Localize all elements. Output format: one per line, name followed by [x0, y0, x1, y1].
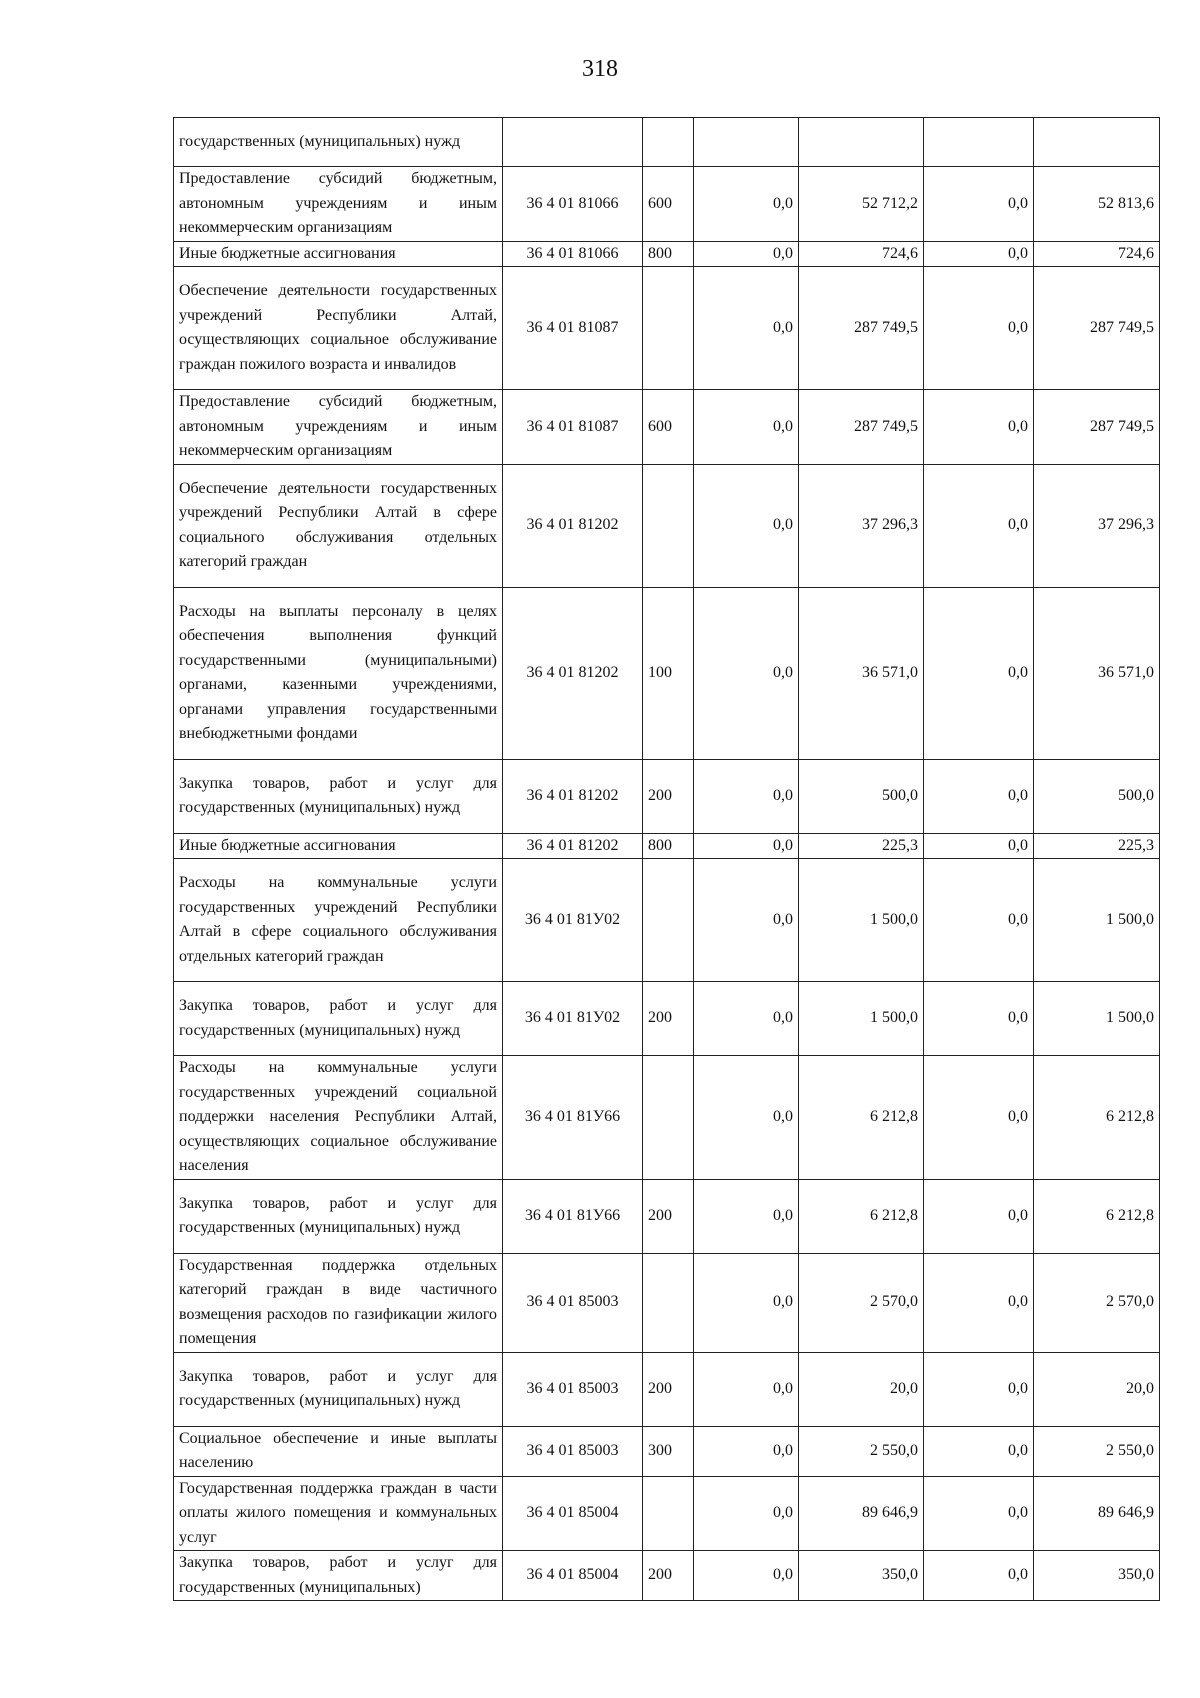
expense-type-cell: 600	[643, 167, 694, 242]
expense-type-cell	[643, 464, 694, 587]
classification-code-cell: 36 4 01 81У02	[503, 859, 643, 982]
amount-cell-4: 1 500,0	[1034, 982, 1160, 1056]
expense-type-cell: 800	[643, 241, 694, 267]
amount-cell-2: 6 212,8	[799, 1179, 924, 1253]
table-row	[174, 241, 1160, 267]
amount-cell-4: 52 813,6	[1034, 167, 1160, 242]
amount-cell-1: 0,0	[694, 1551, 799, 1601]
amount-cell-4: 6 212,8	[1034, 1179, 1160, 1253]
amount-cell-2: 1 500,0	[799, 982, 924, 1056]
amount-cell-4: 350,0	[1034, 1551, 1160, 1601]
amount-cell-1: 0,0	[694, 833, 799, 859]
expense-type-cell	[643, 859, 694, 982]
amount-cell-3: 0,0	[924, 1179, 1034, 1253]
amount-cell-4: 287 749,5	[1034, 267, 1160, 390]
amount-cell-3: 0,0	[924, 1551, 1034, 1601]
expense-type-cell: 200	[643, 982, 694, 1056]
amount-cell-2: 2 550,0	[799, 1426, 924, 1476]
amount-cell-1: 0,0	[694, 167, 799, 242]
table-row	[174, 1253, 1160, 1352]
item-name-cell: Закупка товаров, работ и услуг для государственных (муниципальных) нужд	[174, 982, 503, 1056]
amount-cell-3: 0,0	[924, 241, 1034, 267]
expense-type-cell	[643, 267, 694, 390]
item-name-cell: Обеспечение деятельности государственных учреждений Республики Алтай, осуществляющих социальное обслуживание граждан пожилого возраста и инвалидов	[174, 267, 503, 390]
budget-table-body	[174, 118, 1160, 1601]
amount-cell-1: 0,0	[694, 759, 799, 833]
item-name-cell: Расходы на выплаты персоналу в целях обеспечения выполнения функций государственными (муниципальными) органами, казенными учреждениями, органами управления государственными внебюджетными фондами	[174, 587, 503, 759]
amount-cell-4: 36 571,0	[1034, 587, 1160, 759]
amount-cell-2: 225,3	[799, 833, 924, 859]
amount-cell-1: 0,0	[694, 859, 799, 982]
amount-cell-3: 0,0	[924, 464, 1034, 587]
classification-code-cell: 36 4 01 81У66	[503, 1179, 643, 1253]
expense-type-cell: 200	[643, 1352, 694, 1426]
item-name-cell: Предоставление субсидий бюджетным, автономным учреждениям и иным некоммерческим организациям	[174, 390, 503, 465]
amount-cell-4: 89 646,9	[1034, 1476, 1160, 1551]
amount-cell-3: 0,0	[924, 1352, 1034, 1426]
table-row	[174, 1179, 1160, 1253]
amount-cell-3: 0,0	[924, 390, 1034, 465]
amount-cell-2: 37 296,3	[799, 464, 924, 587]
page-number: 318	[582, 56, 618, 82]
amount-cell-1: 0,0	[694, 1179, 799, 1253]
amount-cell-1: 0,0	[694, 464, 799, 587]
expense-type-cell: 600	[643, 390, 694, 465]
classification-code-cell: 36 4 01 85003	[503, 1426, 643, 1476]
expense-type-cell: 800	[643, 833, 694, 859]
item-name-cell: Предоставление субсидий бюджетным, автономным учреждениям и иным некоммерческим организациям	[174, 167, 503, 242]
item-name-cell: Иные бюджетные ассигнования	[174, 833, 503, 859]
item-name-cell: Закупка товаров, работ и услуг для государственных (муниципальных) нужд	[174, 1179, 503, 1253]
amount-cell-3: 0,0	[924, 1253, 1034, 1352]
amount-cell-3: 0,0	[924, 167, 1034, 242]
classification-code-cell: 36 4 01 81087	[503, 390, 643, 465]
amount-cell-2: 350,0	[799, 1551, 924, 1601]
table-row	[174, 267, 1160, 390]
amount-cell-1: 0,0	[694, 241, 799, 267]
amount-cell-2: 20,0	[799, 1352, 924, 1426]
amount-cell-1: 0,0	[694, 1476, 799, 1551]
amount-cell-1: 0,0	[694, 390, 799, 465]
classification-code-cell: 36 4 01 81202	[503, 587, 643, 759]
classification-code-cell: 36 4 01 81066	[503, 167, 643, 242]
amount-cell-4: 225,3	[1034, 833, 1160, 859]
amount-cell-4: 500,0	[1034, 759, 1160, 833]
classification-code-cell: 36 4 01 85004	[503, 1551, 643, 1601]
classification-code-cell: 36 4 01 81087	[503, 267, 643, 390]
amount-cell-4: 6 212,8	[1034, 1056, 1160, 1180]
item-name-cell: государственных (муниципальных) нужд	[174, 118, 503, 167]
item-name-cell: Государственная поддержка отдельных категорий граждан в виде частичного возмещения расходов по газификации жилого помещения	[174, 1253, 503, 1352]
amount-cell-4	[1034, 118, 1160, 167]
amount-cell-2: 36 571,0	[799, 587, 924, 759]
amount-cell-3	[924, 118, 1034, 167]
classification-code-cell: 36 4 01 81У02	[503, 982, 643, 1056]
table-row	[174, 833, 1160, 859]
table-row	[174, 1056, 1160, 1180]
table-row	[174, 982, 1160, 1056]
amount-cell-3: 0,0	[924, 759, 1034, 833]
amount-cell-3: 0,0	[924, 982, 1034, 1056]
amount-cell-2	[799, 118, 924, 167]
item-name-cell: Закупка товаров, работ и услуг для государственных (муниципальных)	[174, 1551, 503, 1601]
table-row	[174, 167, 1160, 242]
expense-type-cell: 200	[643, 1179, 694, 1253]
amount-cell-2: 724,6	[799, 241, 924, 267]
amount-cell-2: 287 749,5	[799, 390, 924, 465]
item-name-cell: Иные бюджетные ассигнования	[174, 241, 503, 267]
amount-cell-1	[694, 118, 799, 167]
amount-cell-3: 0,0	[924, 1056, 1034, 1180]
expense-type-cell	[643, 1253, 694, 1352]
classification-code-cell: 36 4 01 81202	[503, 759, 643, 833]
table-row	[174, 587, 1160, 759]
classification-code-cell: 36 4 01 85004	[503, 1476, 643, 1551]
table-row	[174, 118, 1160, 167]
expense-type-cell	[643, 118, 694, 167]
item-name-cell: Расходы на коммунальные услуги государственных учреждений социальной поддержки населения Республики Алтай, осуществляющих социальное обслуживание населения	[174, 1056, 503, 1180]
amount-cell-3: 0,0	[924, 833, 1034, 859]
expense-type-cell: 300	[643, 1426, 694, 1476]
item-name-cell: Государственная поддержка граждан в части оплаты жилого помещения и коммунальных услуг	[174, 1476, 503, 1551]
amount-cell-4: 1 500,0	[1034, 859, 1160, 982]
amount-cell-4: 37 296,3	[1034, 464, 1160, 587]
classification-code-cell	[503, 118, 643, 167]
item-name-cell: Закупка товаров, работ и услуг для государственных (муниципальных) нужд	[174, 759, 503, 833]
expense-type-cell	[643, 1056, 694, 1180]
table-row	[174, 464, 1160, 587]
amount-cell-3: 0,0	[924, 587, 1034, 759]
amount-cell-3: 0,0	[924, 1476, 1034, 1551]
amount-cell-2: 52 712,2	[799, 167, 924, 242]
amount-cell-1: 0,0	[694, 1352, 799, 1426]
amount-cell-4: 2 550,0	[1034, 1426, 1160, 1476]
amount-cell-1: 0,0	[694, 1253, 799, 1352]
amount-cell-4: 20,0	[1034, 1352, 1160, 1426]
item-name-cell: Социальное обеспечение и иные выплаты населению	[174, 1426, 503, 1476]
amount-cell-3: 0,0	[924, 1426, 1034, 1476]
amount-cell-2: 6 212,8	[799, 1056, 924, 1180]
amount-cell-2: 287 749,5	[799, 267, 924, 390]
expense-type-cell: 200	[643, 1551, 694, 1601]
amount-cell-2: 500,0	[799, 759, 924, 833]
table-row	[174, 1426, 1160, 1476]
amount-cell-1: 0,0	[694, 267, 799, 390]
amount-cell-3: 0,0	[924, 859, 1034, 982]
amount-cell-1: 0,0	[694, 982, 799, 1056]
table-row	[174, 859, 1160, 982]
table-row	[174, 759, 1160, 833]
amount-cell-2: 1 500,0	[799, 859, 924, 982]
amount-cell-1: 0,0	[694, 1056, 799, 1180]
classification-code-cell: 36 4 01 81066	[503, 241, 643, 267]
table-row	[174, 390, 1160, 465]
amount-cell-4: 287 749,5	[1034, 390, 1160, 465]
amount-cell-2: 89 646,9	[799, 1476, 924, 1551]
amount-cell-4: 724,6	[1034, 241, 1160, 267]
classification-code-cell: 36 4 01 85003	[503, 1352, 643, 1426]
amount-cell-1: 0,0	[694, 587, 799, 759]
item-name-cell: Расходы на коммунальные услуги государственных учреждений Республики Алтай в сфере социального обслуживания отдельных категорий граждан	[174, 859, 503, 982]
classification-code-cell: 36 4 01 85003	[503, 1253, 643, 1352]
budget-table	[173, 117, 1160, 1601]
amount-cell-4: 2 570,0	[1034, 1253, 1160, 1352]
item-name-cell: Закупка товаров, работ и услуг для государственных (муниципальных) нужд	[174, 1352, 503, 1426]
expense-type-cell: 200	[643, 759, 694, 833]
classification-code-cell: 36 4 01 81202	[503, 833, 643, 859]
expense-type-cell	[643, 1476, 694, 1551]
item-name-cell: Обеспечение деятельности государственных учреждений Республики Алтай в сфере социального обслуживания отдельных категорий граждан	[174, 464, 503, 587]
amount-cell-1: 0,0	[694, 1426, 799, 1476]
amount-cell-3: 0,0	[924, 267, 1034, 390]
amount-cell-2: 2 570,0	[799, 1253, 924, 1352]
table-row	[174, 1352, 1160, 1426]
table-row	[174, 1476, 1160, 1551]
expense-type-cell: 100	[643, 587, 694, 759]
table-row	[174, 1551, 1160, 1601]
classification-code-cell: 36 4 01 81202	[503, 464, 643, 587]
classification-code-cell: 36 4 01 81У66	[503, 1056, 643, 1180]
